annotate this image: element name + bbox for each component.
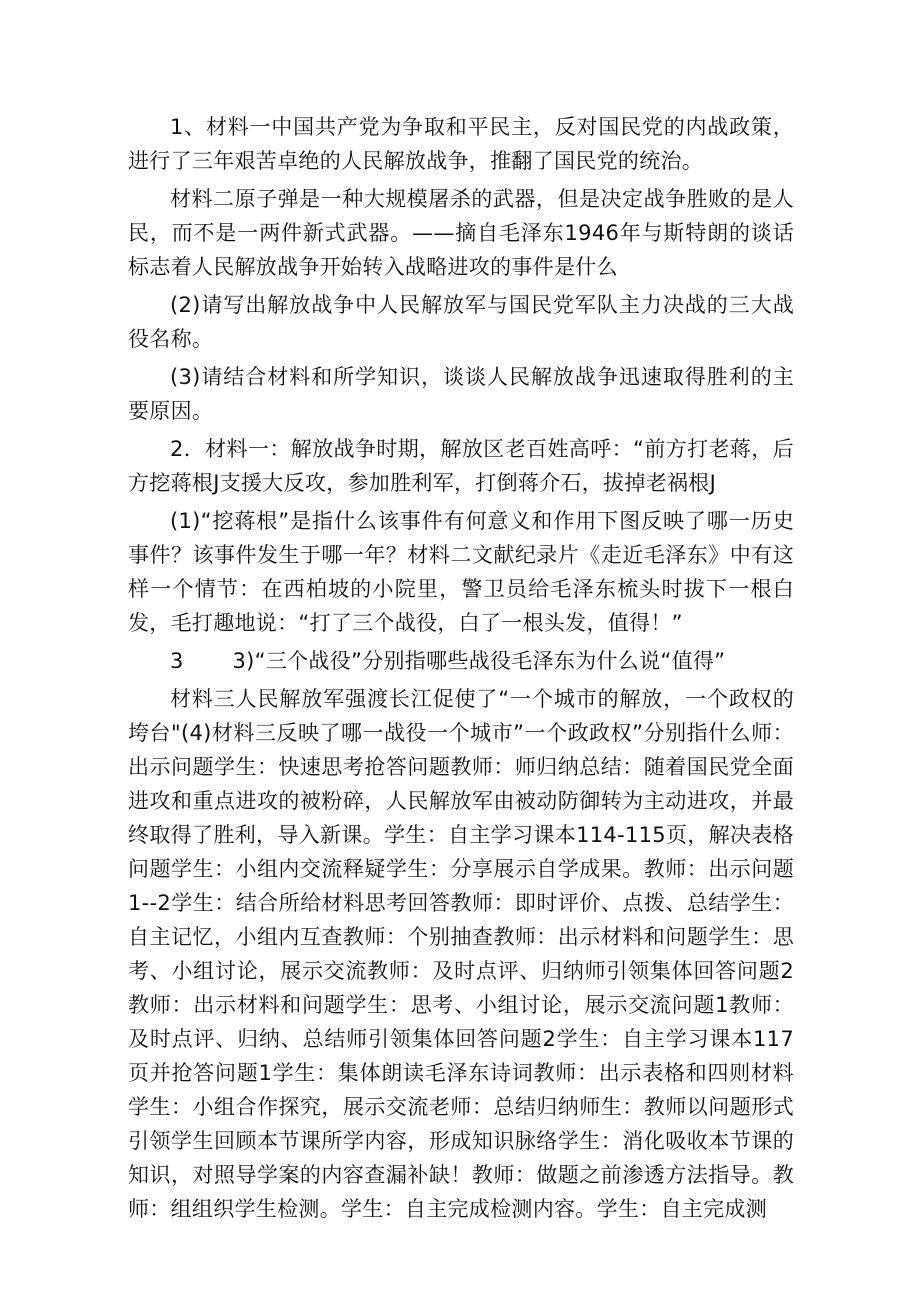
paragraph-question-2-3: 3 3)“三个战役”分别指哪些战役毛泽东为什么说“值得” (170, 649, 726, 673)
paragraph-material-3-and-lesson-notes: 材料三人民解放军强渡长江促使了“一个城市的解放，一个政权的垮台"(4)材料三反映了哪一战役一个城市”一个政政权”分别指什么师：出示问题学生：快速思考抢答问题教师：师归纳总结：随着国民党全面进攻和重点进攻的被粉碎，人民解放军由被动防御转为主动进攻，并最终取得了胜利，导入新课。学生：自主学习课本114-115页，解决表格问题学生：小组内交流释疑学生：分享展示自学成果。教师：出示问题1--2学生：结合所给材料思考回答教师：即时评价、点拨、总结学生：自主记忆，小组内互查教师：个别抽查教师：出示材料和问题学生：思考、小组讨论，展示交流教师：及时点评、归纳师引领集体回答问题2教师：出示材料和问题学生：思考、小组讨论，展示交流问题1教师：及时点评、归纳、总结师引领集体回答问题2学生：自主学习课本117页并抢答问题1学生：集体朗读毛泽东诗词教师：出示表格和四则材料学生：小组合作探究，展示交流老师：总结归纳师生：教师以问题形式引领学生回顾本节课所学内容，形成知识脉络学生：消化吸收本节课的知识，对照导学案的内容查漏补缺！教师：做题之前渗透方法指导。教师：组组织学生检测。学生：自主完成检测内容。学生：自主完成测 (128, 687, 794, 1221)
paragraph-question-1-2: (2)请写出解放战争中人民解放军与国民党军队主力决战的三大战役名称。 (128, 293, 794, 351)
paragraph-question-1: 1、材料一中国共产党为争取和平民主，反对国民党的内战政策，进行了三年艰苦卓绝的人民解放战争，推翻了国民党的统治。 (128, 115, 794, 173)
paragraph-question-2-1: (1)“挖蒋根”是指什么该事件有何意义和作用下图反映了哪一历史事件？该事件发生于哪一年？材料二文献纪录片《走近毛泽东》中有这样一个情节：在西柏坡的小院里，警卫员给毛泽东梳头时拔下一根白发，毛打趣地说：“打了三个战役，白了一根头发，值得！” (128, 509, 794, 635)
document-body (128, 110, 794, 1226)
paragraph-material-2: 材料二原子弹是一种大规模屠杀的武器，但是决定战争胜败的是人民，而不是一两件新式武器。——摘自毛泽东1946年与斯特朗的谈话标志着人民解放战争开始转入战略进攻的事件是什么 (128, 187, 794, 279)
paragraph-question-2: 2．材料一：解放战争时期，解放区老百姓高呼：“前方打老蒋，后方挖蒋根J支援大反攻，参加胜利军，打倒蒋介石，拔掉老祸根J (128, 437, 794, 495)
paragraph-question-1-3: (3)请结合材料和所学知识，谈谈人民解放战争迅速取得胜利的主要原因。 (128, 365, 794, 423)
